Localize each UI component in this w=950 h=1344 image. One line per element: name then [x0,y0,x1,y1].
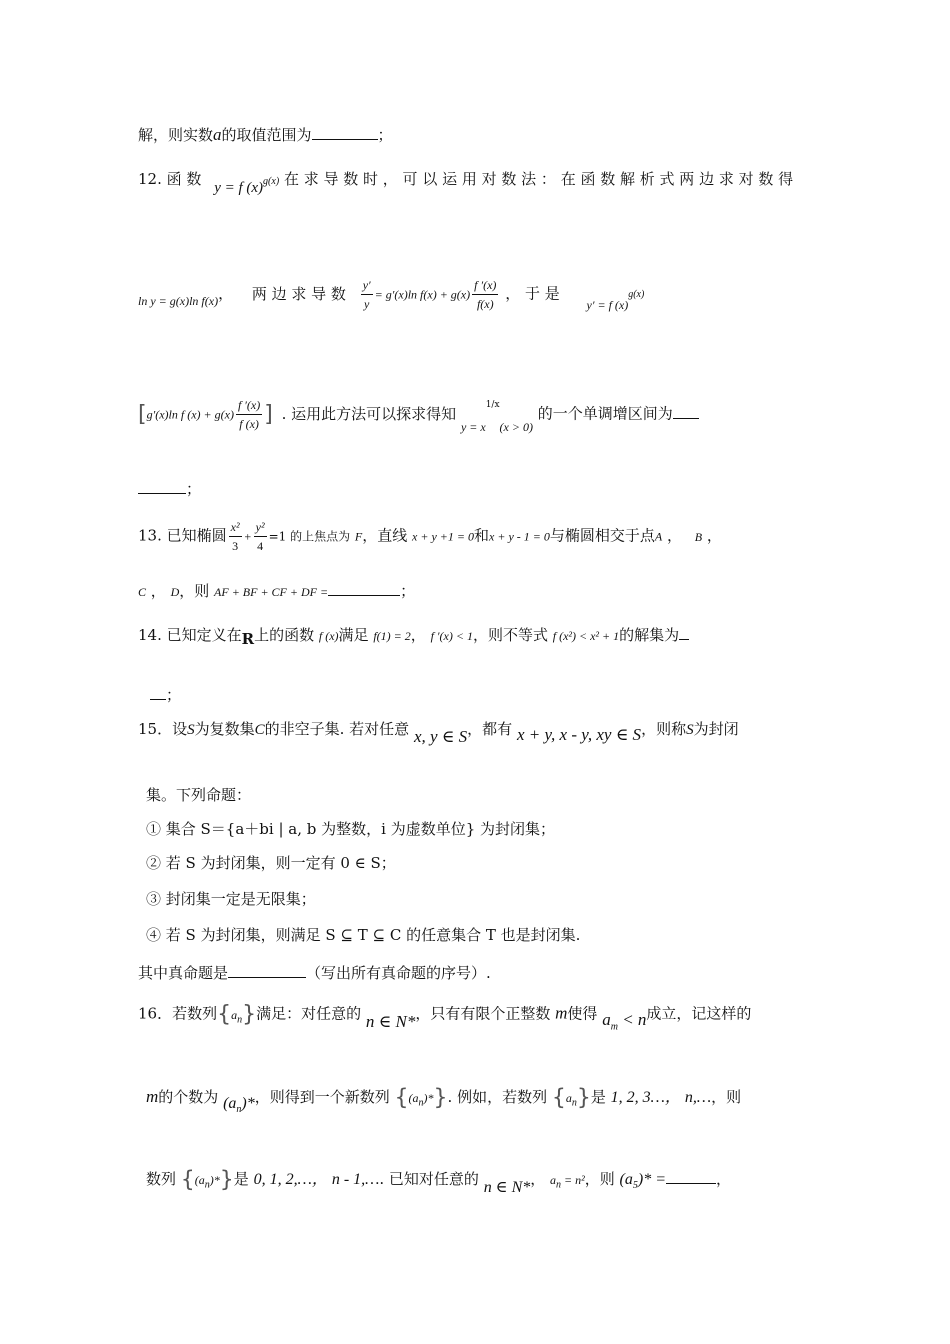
text: ，则称 [641,720,687,738]
problem-13-line2: C ， D，则 AF + BF + CF + DF = ； [138,582,416,600]
text: 两 边 求 导 数 [251,284,346,303]
text: 满足 [338,626,369,644]
punct: ； [186,480,202,498]
fraction [472,276,498,313]
math: 0, 1, 2,…， n - 1,… [253,1171,380,1188]
punct: ， [218,284,234,303]
text: 的取值范围为 [221,126,312,144]
fraction: $\frac{\text{x²}}{3}$ [230,520,240,553]
var-a: a [213,125,222,144]
text: ，则得到一个新数列 [254,1088,390,1106]
text: 是 [233,1170,249,1188]
punct: ； [166,686,182,704]
text: =1 的上焦点为 [268,529,351,544]
text: ，则 [179,582,210,600]
text: . 运用此方法可以探求得知 [281,404,457,423]
math: x + y, x - y, xy ∈ S [516,725,642,744]
text: 16．若数列 [138,1004,218,1023]
text: 数列 [146,1170,177,1188]
text: 使得 [567,1004,598,1023]
text: ，则 [711,1088,742,1106]
fraction [361,276,373,313]
text: 的一个单调增区间为 [537,404,673,423]
math: 1, 2, 3…， n,… [610,1089,712,1106]
answer-blank[interactable] [312,139,378,140]
point-d: D [170,585,180,599]
problem-12-line2: $_{ln y = g(x)ln f(x)}$， 两 边 求 导 数 $\frac{y'}{y}$ = g′(x)ln f(x) + g(x) $\frac{f '(x)}{f(x)}$ ， 于 是 $_{y' = f (x)}^{g(x)}$ [138,278,645,312]
math: AF + BF + CF + DF = [214,585,329,599]
text: . 已知对任意的 [379,1170,479,1188]
problem-13-line1: 13. 已知椭圆 $\frac{\text{x²}}{3}$ + $\frac{\text{y²}}{4}$ =1 的上焦点为 F，直线 x + y +1 = 0和x + y - 1 = 0与椭圆相交于点A ， B ， [138,520,722,553]
text: （写出所有真命题的序号）. [306,964,491,982]
text: 13. 已知椭圆 [138,526,227,545]
text: 解，则实数 [138,126,214,144]
problem-16-line1: 16．若数列$\{a_n\}$满足：对任意的 n ∈ N*，只有有限个正整数 m使得 $a_m < n$成立，记这样的 [138,1002,752,1032]
proposition-1: ① 集合 S＝{a＋bi | a, b 为整数，i 为虚数单位} 为封闭集； [146,820,556,838]
text: ，都有 [467,720,513,738]
answer-blank[interactable] [673,418,699,419]
math: f ′(x) < 1 [430,629,473,643]
problem-14-line2 [150,684,181,705]
text: 的非空子集. 若对任意 [264,720,410,738]
text: . 例如，若数列 [447,1088,548,1106]
answer-blank[interactable] [228,977,306,978]
math: x + y - 1 = 0 [489,529,550,544]
proposition-4: ④ 若 S 为封闭集，则满足 S ⊆ T ⊆ C 的任意集合 T 也是封闭集. [146,926,581,944]
text: 为封闭 [693,720,739,738]
proposition-2: ② 若 S 为封闭集，则一定有 0 ∈ S； [146,854,396,872]
text: 为复数集 [194,720,255,738]
text: ，则 [584,1170,615,1188]
problem-12-line3: [g′(x)ln f (x) + g(x) $\frac{f '(x)}{f (x)}$ ] . 运用此方法可以探求得知 $_{y = x}^{1/x}_{(x > 0)}$ 的一个单调增区间为 [138,396,699,433]
problem-14-line1: 14. 已知定义在R上的函数 f (x)满足 f(1) = 2， f ′(x) < 1，则不等式 f (x²) < x² + 1的解集为 [138,624,689,645]
problem-16-line3: 数列 $\{(a_n)*\}$是 0, 1, 2,…， n - 1,…. 已知对任意的 n ∈ N*， $a_n = n^2$，则 $(a_5)*$ = ， [146,1167,731,1196]
text: ，只有有限个正整数 [415,1004,551,1023]
proposition-3: ③ 封闭集一定是无限集； [146,890,316,908]
text: ，则不等式 [472,626,548,644]
text: 上的函数 [254,626,315,644]
point-c: C [138,585,147,599]
punct: ； [377,126,393,144]
denominator: y [364,297,370,311]
text: 14. 已知定义在 [138,626,242,644]
text: ，直线 [362,526,408,545]
text: 在 求 导 数 时 ， 可 以 运 用 对 数 法 ： 在 函 数 解 析 式 两 边 求 对 数 得 [283,170,794,188]
reals-symbol: R [241,630,255,648]
text: 15．设 [138,720,188,738]
text: 成立，记这样的 [646,1004,752,1023]
point-a: A [654,529,663,544]
answer-blank[interactable] [679,639,689,640]
text: 和 [474,526,490,545]
problem-12-line1: 12. 函 数 y = f $(x)^{g(x)}$ 在 求 导 数 时 ， 可 以 运 用 对 数 法 ： 在 函 数 解 析 式 两 边 求 对 数 得 [138,170,794,196]
text: 其中真命题是 [138,964,229,982]
answer-blank[interactable] [138,493,186,494]
math: x, y ∈ S [413,727,468,746]
text: 满足：对任意的 [256,1004,362,1023]
problem-15-line1: 15．设S为复数集C的非空子集. 若对任意 x, y ∈ S，都有 x + y, x - y, xy ∈ S，则称S为封闭 [138,720,739,746]
fraction: $\frac{f '(x)}{f (x)}$ [237,398,261,431]
numerator: f ′(x) [472,276,498,295]
math: = g′(x)ln f(x) + g(x) [374,287,471,302]
text: 的解集为 [619,626,680,644]
math: ln y = g(x)ln f(x) [138,293,219,308]
text: ， [530,1170,546,1188]
denominator: f(x) [476,297,494,311]
math: f(1) = 2 [373,629,411,643]
text: ， 于 是 [505,284,560,303]
text: 与椭圆相交于点 [549,526,655,545]
problem-12-line4 [138,478,201,499]
answer-blank[interactable] [666,1183,716,1184]
problem-15-answer [138,962,491,983]
text: 的个数为 [158,1088,219,1106]
punct: ， [715,1170,731,1188]
answer-blank[interactable] [150,699,166,700]
problem-11-tail [138,124,393,145]
text: 是 [590,1088,606,1106]
numerator: y′ [361,276,373,295]
point-b: B [694,529,703,544]
punct: ； [400,582,416,600]
problem-15-intro: 集。下列命题： [146,786,252,804]
fraction: $\frac{\text{y²}}{4}$ [255,520,265,553]
problem-16-line2: m的个数为 $(a_n)*$，则得到一个新数列 $\{(a_n)*\}$. 例如，若数列 $\{a_n\}$是 1, 2, 3…， n,…，则 [146,1085,742,1116]
problem-number: 12. 函 数 [138,170,202,188]
math: x + y +1 = 0 [412,529,474,544]
answer-blank[interactable] [328,595,400,596]
